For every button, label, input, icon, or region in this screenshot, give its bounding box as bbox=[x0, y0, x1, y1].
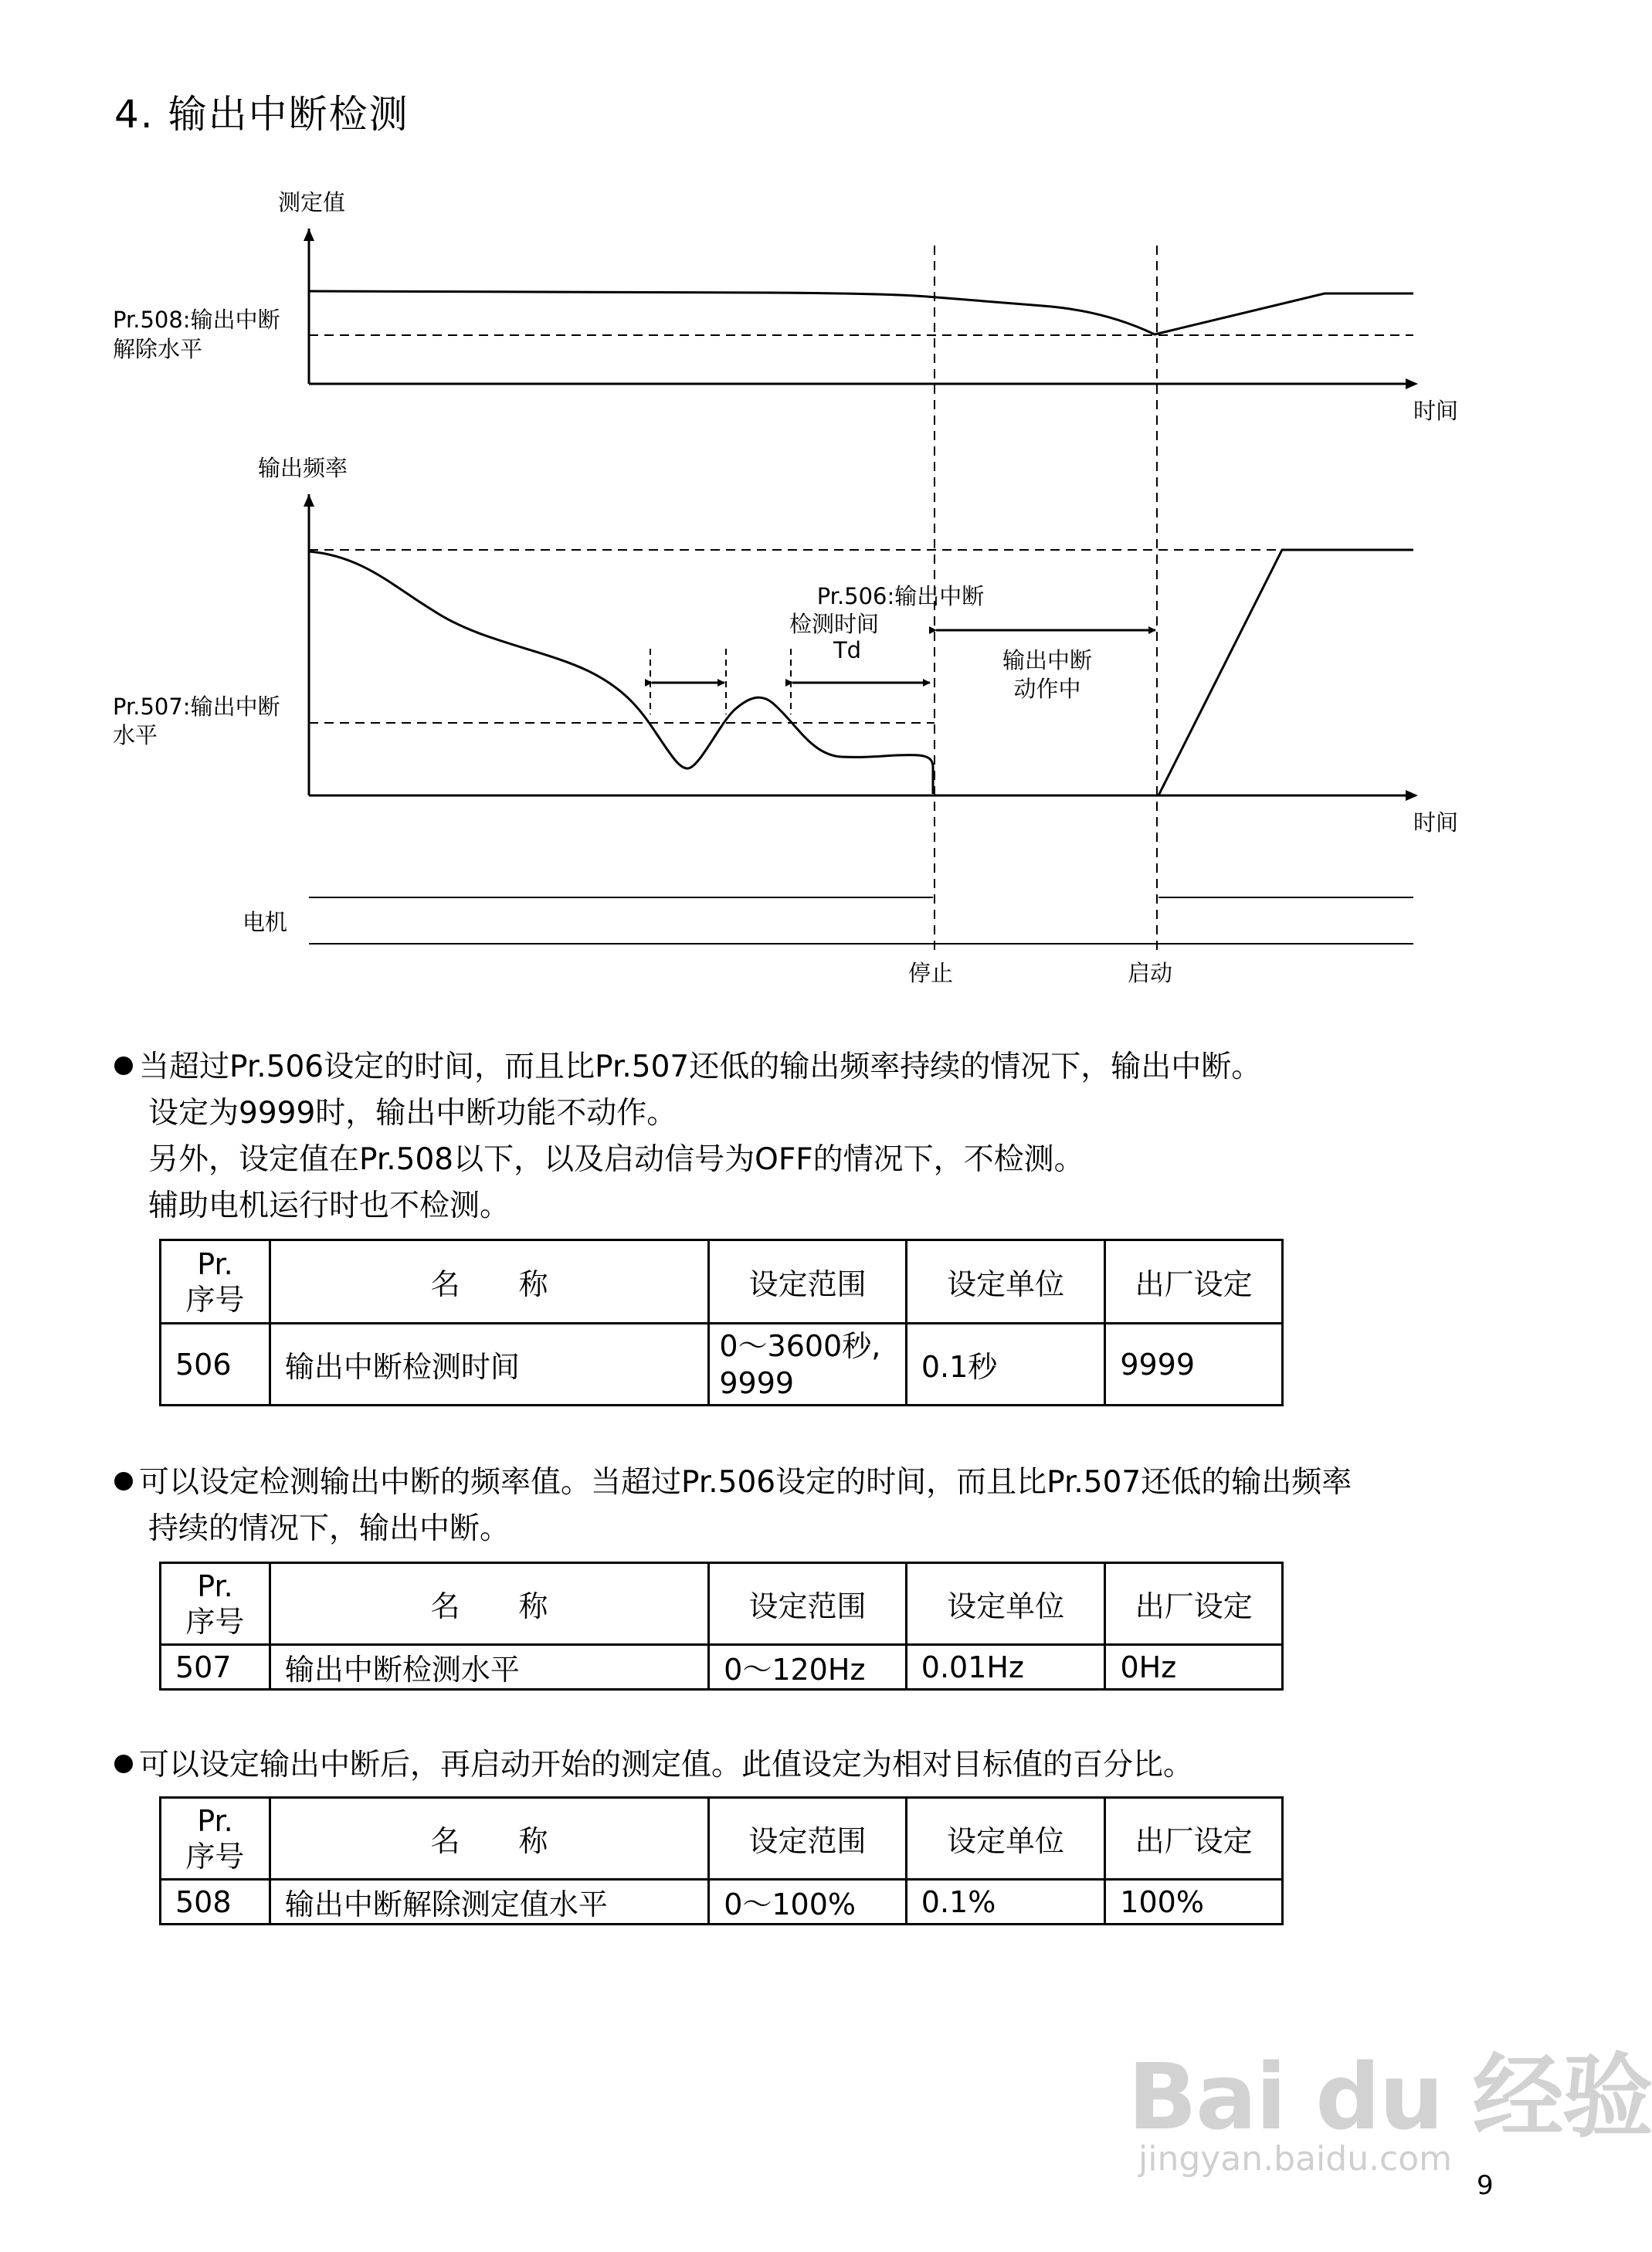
bullet-icon bbox=[114, 1472, 133, 1491]
section-title: 4. 输出中断检测 bbox=[114, 92, 409, 137]
header-name: 名 称 bbox=[270, 1798, 708, 1880]
param-table-506 bbox=[159, 1239, 1284, 1406]
td-label-line2: 检测时间 bbox=[789, 611, 880, 637]
stop-label: 停止 bbox=[908, 960, 954, 986]
pr507-label-line1: Pr.507:输出中断 bbox=[113, 694, 280, 720]
section2-text bbox=[114, 1460, 1352, 1552]
cell-unit: 0.01Hz bbox=[906, 1645, 1105, 1690]
active-label-line1: 输出中断 bbox=[1002, 647, 1093, 673]
table-header-row bbox=[161, 1240, 1283, 1324]
section1-line2: 设定为9999时，输出中断功能不动作。 bbox=[148, 1096, 677, 1131]
header-no-line2: 序号 bbox=[185, 1282, 245, 1317]
td-label-line3: Td bbox=[833, 637, 862, 663]
header-range: 设定范围 bbox=[709, 1798, 907, 1880]
restart-frequency-ramp bbox=[1158, 550, 1413, 795]
header-range: 设定范围 bbox=[709, 1563, 907, 1645]
cell-unit: 0.1% bbox=[906, 1880, 1105, 1925]
header-default: 出厂设定 bbox=[1105, 1240, 1283, 1324]
header-range: 设定范围 bbox=[709, 1240, 907, 1324]
measured-value-curve bbox=[309, 291, 1413, 334]
mid-y-axis-arrow bbox=[304, 494, 314, 507]
cell-range-line2: 9999 bbox=[719, 1365, 795, 1400]
table-row bbox=[161, 1645, 1283, 1690]
cell-range: 0～100% bbox=[709, 1880, 907, 1925]
mid-x-axis-label: 时间 bbox=[1413, 809, 1459, 836]
header-no-line1: Pr. bbox=[197, 1246, 233, 1281]
cell-name: 输出中断检测时间 bbox=[270, 1324, 708, 1406]
motor-label: 电机 bbox=[243, 909, 288, 935]
pr508-label-line1: Pr.508:输出中断 bbox=[113, 307, 280, 333]
cell-unit: 0.1秒 bbox=[906, 1324, 1104, 1406]
active-label-line2: 动作中 bbox=[1013, 676, 1081, 702]
header-no-line1: Pr. bbox=[197, 1569, 233, 1603]
motor-track bbox=[243, 897, 1413, 986]
cell-range-line1: 0～3600秒, bbox=[719, 1328, 881, 1363]
section1-line1: 当超过Pr.506设定的时间，而且比Pr.507还低的输出频率持续的情况下，输出中断。 bbox=[139, 1050, 1262, 1084]
header-unit: 设定单位 bbox=[906, 1240, 1104, 1324]
cell-default: 9999 bbox=[1105, 1324, 1283, 1406]
header-default: 出厂设定 bbox=[1105, 1563, 1283, 1645]
header-no-line2: 序号 bbox=[185, 1839, 245, 1874]
cell-name: 输出中断解除测定值水平 bbox=[270, 1880, 708, 1925]
section1-line4: 辅助电机运行时也不检测。 bbox=[148, 1189, 511, 1223]
timing-diagram bbox=[0, 0, 1594, 1004]
section3-text bbox=[114, 1742, 1193, 1789]
section2-line1: 可以设定检测输出中断的频率值。当超过Pr.506设定的时间，而且比Pr.507还低的输出频率 bbox=[139, 1465, 1352, 1500]
param-table-508 bbox=[159, 1796, 1284, 1925]
table-row bbox=[161, 1880, 1283, 1925]
mid-x-axis-arrow bbox=[1406, 790, 1418, 801]
mid-graph bbox=[113, 455, 1458, 836]
header-unit: 设定单位 bbox=[906, 1563, 1105, 1645]
table-header-row bbox=[161, 1563, 1283, 1645]
cell-no: 507 bbox=[161, 1645, 270, 1690]
td-label-line1: Pr.506:输出中断 bbox=[816, 583, 985, 609]
cell-no: 506 bbox=[161, 1324, 270, 1406]
header-name: 名 称 bbox=[270, 1240, 708, 1324]
param-table-507 bbox=[159, 1562, 1284, 1691]
baidu-logo: Bai du 经验 bbox=[1128, 2043, 1652, 2150]
cell-name: 输出中断检测水平 bbox=[270, 1645, 708, 1690]
top-y-axis-label: 测定值 bbox=[278, 189, 346, 215]
pr507-label-line2: 水平 bbox=[113, 722, 158, 748]
header-unit: 设定单位 bbox=[906, 1798, 1105, 1880]
mid-y-axis-label: 输出频率 bbox=[258, 455, 348, 481]
top-graph bbox=[113, 189, 1458, 424]
bullet-icon bbox=[114, 1056, 133, 1075]
top-x-axis-label: 时间 bbox=[1413, 398, 1459, 424]
top-y-axis-arrow bbox=[304, 229, 314, 241]
cell-range: 0～120Hz bbox=[709, 1645, 907, 1690]
table-row bbox=[161, 1324, 1283, 1406]
pr508-label-line2: 解除水平 bbox=[113, 336, 203, 362]
cell-default: 100% bbox=[1105, 1880, 1283, 1925]
header-no-line2: 序号 bbox=[185, 1604, 245, 1639]
baidu-watermark bbox=[1128, 2023, 1652, 2193]
section3-line1: 可以设定输出中断后，再启动开始的测定值。此值设定为相对目标值的百分比。 bbox=[139, 1748, 1194, 1782]
header-no-line1: Pr. bbox=[197, 1803, 233, 1838]
start-label: 启动 bbox=[1128, 960, 1173, 986]
top-x-axis-arrow bbox=[1406, 378, 1418, 389]
table-header-row bbox=[161, 1798, 1283, 1880]
section2-line2: 持续的情况下，输出中断。 bbox=[148, 1511, 511, 1546]
cell-no: 508 bbox=[161, 1880, 270, 1925]
header-default: 出厂设定 bbox=[1105, 1798, 1283, 1880]
page-number: 9 bbox=[1477, 2170, 1494, 2201]
watermark-url: jingyan.baidu.com bbox=[1138, 2139, 1453, 2179]
section1-text bbox=[114, 1044, 1261, 1229]
header-name: 名 称 bbox=[270, 1563, 708, 1645]
cell-default: 0Hz bbox=[1105, 1645, 1283, 1690]
bullet-icon bbox=[114, 1755, 133, 1773]
section1-line3: 另外，设定值在Pr.508以下，以及启动信号为OFF的情况下，不检测。 bbox=[148, 1142, 1084, 1177]
